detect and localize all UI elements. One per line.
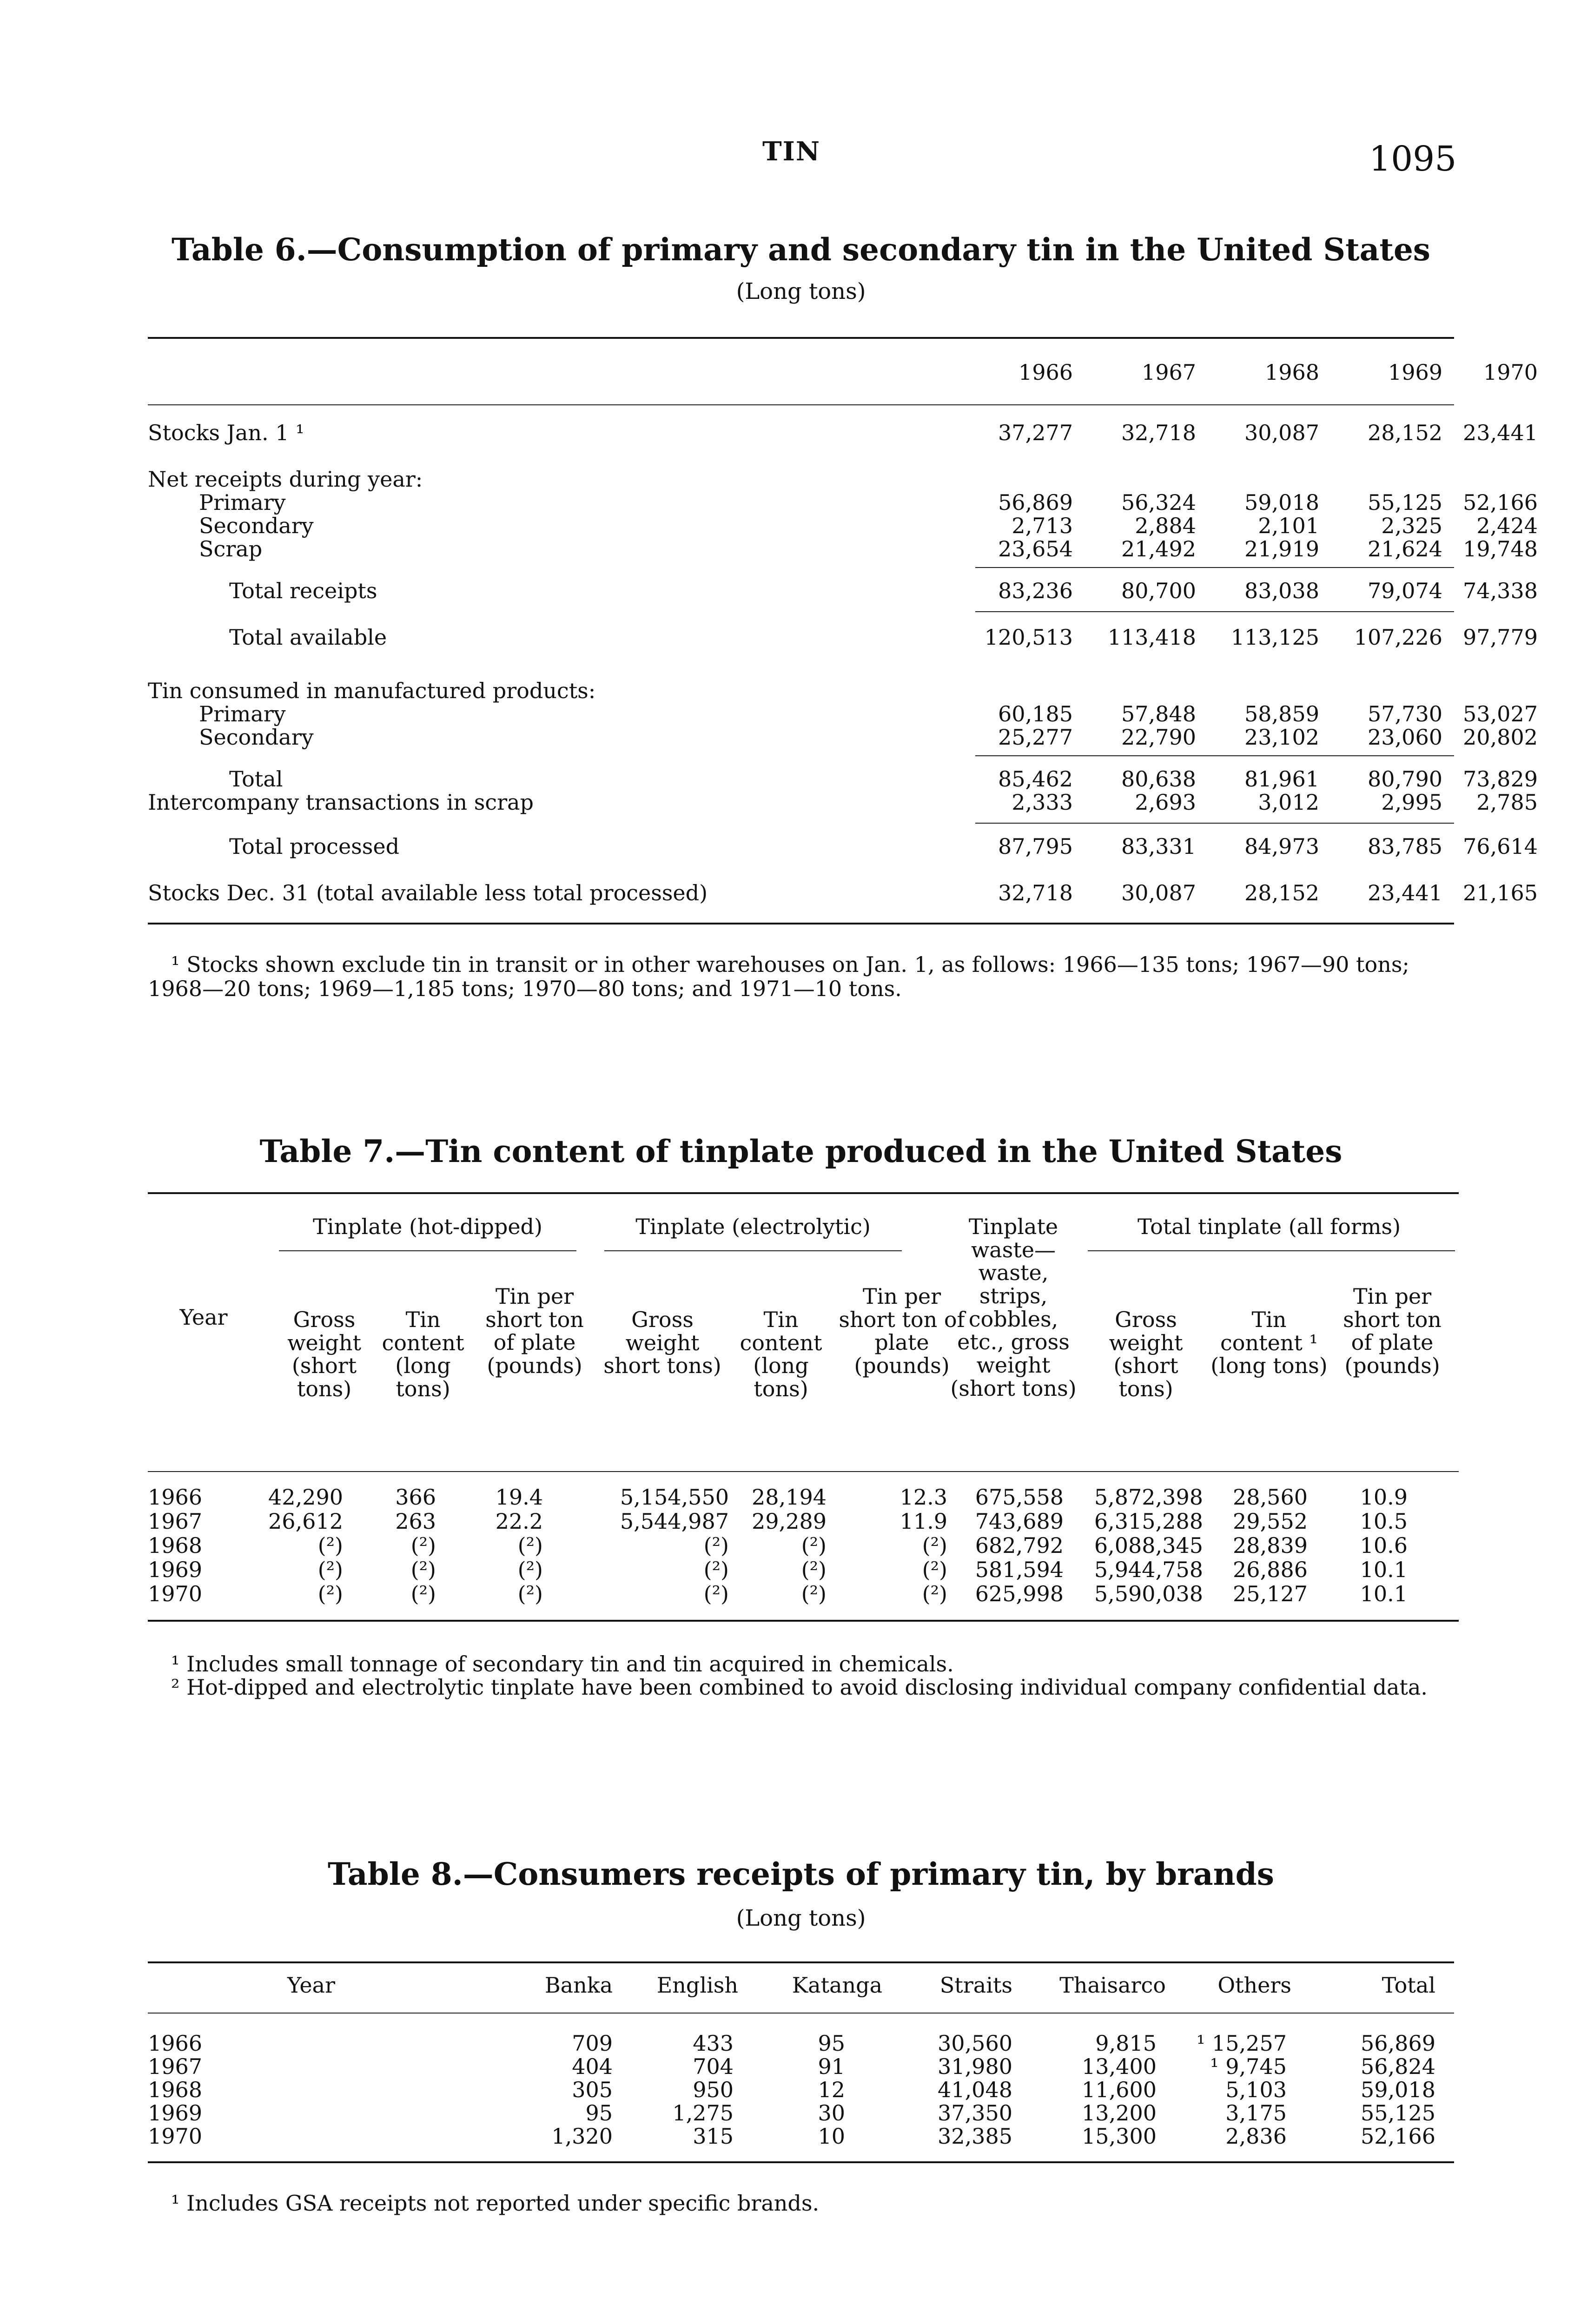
cell: 83,038 <box>1244 578 1319 603</box>
group-rule <box>604 1250 902 1251</box>
cell: 3,175 <box>1225 2100 1287 2126</box>
cell: (²) <box>410 1533 436 1558</box>
table8-units: (Long tons) <box>736 1905 866 1931</box>
cell: 95 <box>585 2100 613 2126</box>
row-label: Intercompany transactions in scrap <box>148 790 534 815</box>
cell: 113,418 <box>1107 625 1196 650</box>
cell: 30,087 <box>1121 880 1196 905</box>
cell: 59,018 <box>1244 490 1319 515</box>
cell: 29,552 <box>1233 1509 1308 1534</box>
table6-year-1966: 1966 <box>1018 360 1073 385</box>
table6-year-1969: 1969 <box>1388 360 1442 385</box>
table6-bottom-rule <box>148 923 1454 924</box>
cell: 59,018 <box>1361 2077 1435 2102</box>
table-row <box>148 880 1538 905</box>
cell: 91 <box>818 2054 845 2079</box>
cell: 22,790 <box>1121 725 1196 750</box>
year-cell: 1967 <box>148 1509 203 1534</box>
cell: 80,790 <box>1368 766 1442 792</box>
cell: 5,944,758 <box>1094 1557 1203 1582</box>
table-row <box>148 1485 1459 1509</box>
cell: 26,612 <box>268 1509 343 1534</box>
cell: 2,693 <box>1135 790 1196 815</box>
cell: 25,127 <box>1233 1581 1308 1606</box>
cell: 55,125 <box>1368 490 1442 515</box>
cell: 83,236 <box>998 578 1073 603</box>
cell: 682,792 <box>975 1533 1064 1558</box>
row-label: Tin consumed in manufactured products: <box>148 678 596 703</box>
row-label: Stocks Jan. 1 ¹ <box>148 420 304 445</box>
table-row <box>148 1509 1459 1533</box>
cell: 19,748 <box>1463 536 1538 561</box>
cell: 56,824 <box>1361 2054 1435 2079</box>
row-label: Secondary <box>199 513 314 538</box>
year-cell: 1967 <box>148 2054 203 2079</box>
cell: (²) <box>922 1557 947 1582</box>
table6-top-rule <box>148 337 1454 339</box>
sum-rule <box>975 755 1454 756</box>
t7-gross-header: Gross weight (short tons) <box>287 1307 361 1402</box>
cell: 87,795 <box>998 834 1073 859</box>
cell: ¹ 15,257 <box>1196 2031 1287 2056</box>
sum-rule <box>975 823 1454 824</box>
year-cell: 1969 <box>148 1557 203 1582</box>
table6-footnote: ¹ Stocks shown exclude tin in transit or in other warehouses on Jan. 1, as follows: 1966—135 tons; 1967—90 tons; 1968—20 tons; 1969—1,185 tons; 1970—80 tons; and 1971—10 tons. <box>148 952 1409 1001</box>
cell: 80,700 <box>1121 578 1196 603</box>
cell: 2,995 <box>1381 790 1442 815</box>
cell: 83,785 <box>1368 834 1442 859</box>
cell: 5,103 <box>1225 2077 1287 2102</box>
cell: 743,689 <box>975 1509 1064 1534</box>
cell: 6,088,345 <box>1094 1533 1203 1558</box>
cell: 28,194 <box>752 1485 827 1510</box>
cell: (²) <box>410 1581 436 1606</box>
cell: 52,166 <box>1463 490 1538 515</box>
cell: (²) <box>703 1581 729 1606</box>
table-row <box>148 578 1538 603</box>
cell: 23,060 <box>1368 725 1442 750</box>
cell: 79,074 <box>1368 578 1442 603</box>
cell: 433 <box>693 2031 734 2056</box>
table6-year-1968: 1968 <box>1264 360 1319 385</box>
cell: 12.3 <box>900 1485 947 1510</box>
row-label: Total processed <box>229 834 400 859</box>
table-row <box>148 766 1538 792</box>
group-rule <box>1088 1250 1455 1251</box>
cell: (²) <box>517 1557 543 1582</box>
cell: 107,226 <box>1354 625 1442 650</box>
t7-tin-per-header: Tin per short ton of plate (pounds) <box>485 1284 584 1379</box>
row-label: Scrap <box>199 536 263 561</box>
cell: (²) <box>922 1533 947 1558</box>
cell: 28,152 <box>1368 420 1442 445</box>
row-label: Stocks Dec. 31 (total available less total processed) <box>148 880 708 905</box>
table-row <box>148 725 1538 750</box>
row-label: Primary <box>199 490 286 515</box>
cell: 28,560 <box>1233 1485 1308 1510</box>
cell: (²) <box>517 1581 543 1606</box>
col-total: Total <box>1382 1973 1435 1998</box>
cell: 28,839 <box>1233 1533 1308 1558</box>
cell: 21,165 <box>1463 880 1538 905</box>
cell: 60,185 <box>998 701 1073 726</box>
table-row <box>148 834 1538 859</box>
cell: 21,919 <box>1244 536 1319 561</box>
cell: 58,859 <box>1244 701 1319 726</box>
table-row <box>148 467 1454 491</box>
cell: 2,785 <box>1476 790 1538 815</box>
cell: 2,836 <box>1225 2124 1287 2149</box>
cell: 25,277 <box>998 725 1073 750</box>
page-number: 1095 <box>1369 139 1457 179</box>
cell: 366 <box>395 1485 436 1510</box>
cell: (²) <box>801 1533 827 1558</box>
cell: (²) <box>703 1533 729 1558</box>
cell: 28,152 <box>1244 880 1319 905</box>
cell: 56,869 <box>998 490 1073 515</box>
cell: 57,730 <box>1368 701 1442 726</box>
cell: 74,338 <box>1463 578 1538 603</box>
cell: 56,869 <box>1361 2031 1435 2056</box>
cell: 120,513 <box>984 625 1073 650</box>
running-header-title: TIN <box>762 136 821 167</box>
table8-caption: Table 8.—Consumers receipts of primary tin, by brands <box>328 1856 1274 1892</box>
cell: 31,980 <box>938 2054 1012 2079</box>
table7-header-rule <box>148 1471 1459 1472</box>
cell: 85,462 <box>998 766 1073 792</box>
cell: 23,441 <box>1463 420 1538 445</box>
cell: 2,424 <box>1476 513 1538 538</box>
table-row <box>148 701 1538 726</box>
cell: 57,848 <box>1121 701 1196 726</box>
cell: 11.9 <box>900 1509 947 1534</box>
year-cell: 1970 <box>148 1581 203 1606</box>
cell: 55,125 <box>1361 2100 1435 2126</box>
row-label: Total receipts <box>229 578 377 603</box>
t7-tin-content-header: Tin content (long tons) <box>382 1307 464 1402</box>
cell: 76,614 <box>1463 834 1538 859</box>
t7-tin-content-elec-header: Tin content (long tons) <box>740 1307 822 1402</box>
cell: 2,884 <box>1135 513 1196 538</box>
group-rule <box>279 1250 576 1251</box>
table-row <box>148 2124 1454 2148</box>
cell: 5,544,987 <box>620 1509 729 1534</box>
cell: 83,331 <box>1121 834 1196 859</box>
table-row <box>148 790 1538 815</box>
cell: 81,961 <box>1244 766 1319 792</box>
cell: ¹ 9,745 <box>1210 2054 1287 2079</box>
cell: 26,886 <box>1233 1557 1308 1582</box>
cell: 704 <box>693 2054 734 2079</box>
cell: 37,350 <box>938 2100 1012 2126</box>
cell: 3,012 <box>1258 790 1319 815</box>
table8-header-rule <box>148 2013 1454 2014</box>
col-others: Others <box>1217 1973 1291 1998</box>
cell: 950 <box>693 2077 734 2102</box>
table7-top-rule <box>148 1192 1459 1194</box>
t7-total-gross-header: Gross weight (short tons) <box>1109 1307 1183 1402</box>
cell: 1,320 <box>551 2124 613 2149</box>
cell: 305 <box>572 2077 613 2102</box>
table-row <box>148 420 1538 445</box>
cell: 6,315,288 <box>1094 1509 1203 1534</box>
t7-tin-per-elec-header: Tin per short ton of plate (pounds) <box>839 1284 965 1379</box>
table8-header-row <box>148 1973 1454 1997</box>
cell: 9,815 <box>1095 2031 1157 2056</box>
cell: 19.4 <box>495 1485 543 1510</box>
cell: 97,779 <box>1463 625 1538 650</box>
row-label: Primary <box>199 701 286 726</box>
sum-rule <box>975 567 1454 568</box>
col-banka: Banka <box>544 1973 613 1998</box>
table-row <box>148 490 1538 515</box>
cell: 20,802 <box>1463 725 1538 750</box>
t7-year-header: Year <box>179 1305 228 1330</box>
table6-header-row <box>148 360 1538 388</box>
row-label: Secondary <box>199 725 314 750</box>
group-electrolytic: Tinplate (electrolytic) <box>635 1214 871 1239</box>
cell: 30,087 <box>1244 420 1319 445</box>
table7-bottom-rule <box>148 1620 1459 1622</box>
col-katanga: Katanga <box>792 1973 882 1998</box>
cell: (²) <box>410 1557 436 1582</box>
table-row <box>148 2101 1454 2125</box>
cell: 80,638 <box>1121 766 1196 792</box>
cell: (²) <box>517 1533 543 1558</box>
col-english: English <box>656 1973 738 1998</box>
cell: 32,385 <box>938 2124 1012 2149</box>
t7-total-tin-header: Tin content ¹ (long tons) <box>1210 1307 1328 1379</box>
t7-gross-elec-header: Gross weight short tons) <box>603 1307 721 1379</box>
cell: 53,027 <box>1463 701 1538 726</box>
cell: 10.1 <box>1360 1557 1408 1582</box>
table-row <box>148 2078 1454 2102</box>
cell: 11,600 <box>1082 2077 1157 2102</box>
cell: 29,289 <box>752 1509 827 1534</box>
cell: (²) <box>801 1581 827 1606</box>
cell: 581,594 <box>975 1557 1064 1582</box>
cell: 675,558 <box>975 1485 1064 1510</box>
cell: 23,441 <box>1368 880 1442 905</box>
group-total: Total tinplate (all forms) <box>1137 1214 1401 1239</box>
cell: 95 <box>818 2031 845 2056</box>
year-cell: 1968 <box>148 1533 203 1558</box>
cell: 10.9 <box>1360 1485 1408 1510</box>
cell: 84,973 <box>1244 834 1319 859</box>
table-row <box>148 679 1454 703</box>
table6-body <box>148 420 1538 923</box>
cell: (²) <box>922 1581 947 1606</box>
table-row <box>148 2054 1454 2079</box>
table-row <box>148 2031 1454 2055</box>
table6-caption: Table 6.—Consumption of primary and secondary tin in the United States <box>172 231 1430 268</box>
table-row <box>148 1558 1459 1582</box>
cell: 10.5 <box>1360 1509 1408 1534</box>
cell: 23,102 <box>1244 725 1319 750</box>
cell: 32,718 <box>1121 420 1196 445</box>
year-cell: 1966 <box>148 1485 203 1510</box>
cell: 42,290 <box>268 1485 343 1510</box>
cell: 5,872,398 <box>1094 1485 1203 1510</box>
table-row <box>148 1582 1459 1606</box>
cell: 2,101 <box>1258 513 1319 538</box>
col-thaisarco: Thaisarco <box>1059 1973 1166 1998</box>
cell: 41,048 <box>938 2077 1012 2102</box>
year-cell: 1970 <box>148 2124 203 2149</box>
cell: 13,400 <box>1082 2054 1157 2079</box>
table7-footnote-1: ¹ Includes small tonnage of secondary tin and tin acquired in chemicals. <box>171 1651 954 1677</box>
year-cell: 1966 <box>148 2031 203 2056</box>
cell: 315 <box>693 2124 734 2149</box>
cell: 23,654 <box>998 536 1073 561</box>
table6-year-1967: 1967 <box>1141 360 1196 385</box>
cell: (²) <box>801 1557 827 1582</box>
cell: 113,125 <box>1230 625 1319 650</box>
cell: 1,275 <box>672 2100 734 2126</box>
cell: 404 <box>572 2054 613 2079</box>
cell: 32,718 <box>998 880 1073 905</box>
cell: 15,300 <box>1082 2124 1157 2149</box>
table7-caption: Table 7.—Tin content of tinplate produced in the United States <box>259 1133 1343 1169</box>
cell: (²) <box>317 1581 343 1606</box>
row-label: Total <box>229 766 283 792</box>
cell: 10.6 <box>1360 1533 1408 1558</box>
cell: (²) <box>317 1533 343 1558</box>
group-hot-dipped: Tinplate (hot-dipped) <box>313 1214 542 1239</box>
cell: 2,333 <box>1012 790 1073 815</box>
cell: 709 <box>572 2031 613 2056</box>
cell: 22.2 <box>495 1509 543 1534</box>
cell: 12 <box>818 2077 845 2102</box>
cell: 2,325 <box>1381 513 1442 538</box>
cell: 263 <box>395 1509 436 1534</box>
group-waste: Tinplate waste— waste, strips, cobbles, etc., gross weight (short tons) <box>950 1214 1077 1401</box>
sum-rule <box>975 611 1454 612</box>
table8-top-rule <box>148 1961 1454 1963</box>
table-row <box>148 625 1538 650</box>
cell: (²) <box>317 1557 343 1582</box>
t7-total-per-header: Tin per short ton of plate (pounds) <box>1343 1284 1442 1379</box>
row-label: Net receipts during year: <box>148 467 423 492</box>
table8-footnote: ¹ Includes GSA receipts not reported under specific brands. <box>171 2191 820 2216</box>
cell: 30 <box>818 2100 845 2126</box>
col-year: Year <box>287 1973 336 1998</box>
cell: 73,829 <box>1463 766 1538 792</box>
cell: (²) <box>703 1557 729 1582</box>
cell: 21,624 <box>1368 536 1442 561</box>
table-row <box>148 536 1538 561</box>
year-cell: 1968 <box>148 2077 203 2102</box>
cell: 5,154,550 <box>620 1485 729 1510</box>
cell: 21,492 <box>1121 536 1196 561</box>
col-straits: Straits <box>939 1973 1012 1998</box>
cell: 10.1 <box>1360 1581 1408 1606</box>
table7-footnote-2: ² Hot-dipped and electrolytic tinplate have been combined to avoid disclosing individual company confidential data. <box>171 1675 1428 1700</box>
cell: 5,590,038 <box>1094 1581 1203 1606</box>
cell: 10 <box>818 2124 845 2149</box>
table8-bottom-rule <box>148 2161 1454 2163</box>
row-label: Total available <box>229 625 387 650</box>
cell: 13,200 <box>1082 2100 1157 2126</box>
cell: 625,998 <box>975 1581 1064 1606</box>
table6-year-1970: 1970 <box>1483 360 1538 385</box>
cell: 52,166 <box>1361 2124 1435 2149</box>
cell: 37,277 <box>998 420 1073 445</box>
table-row <box>148 1533 1459 1558</box>
year-cell: 1969 <box>148 2100 203 2126</box>
cell: 30,560 <box>938 2031 1012 2056</box>
table6-units: (Long tons) <box>736 278 866 304</box>
table6-header-rule <box>148 404 1454 405</box>
table-row <box>148 513 1538 538</box>
cell: 2,713 <box>1012 513 1073 538</box>
cell: 56,324 <box>1121 490 1196 515</box>
